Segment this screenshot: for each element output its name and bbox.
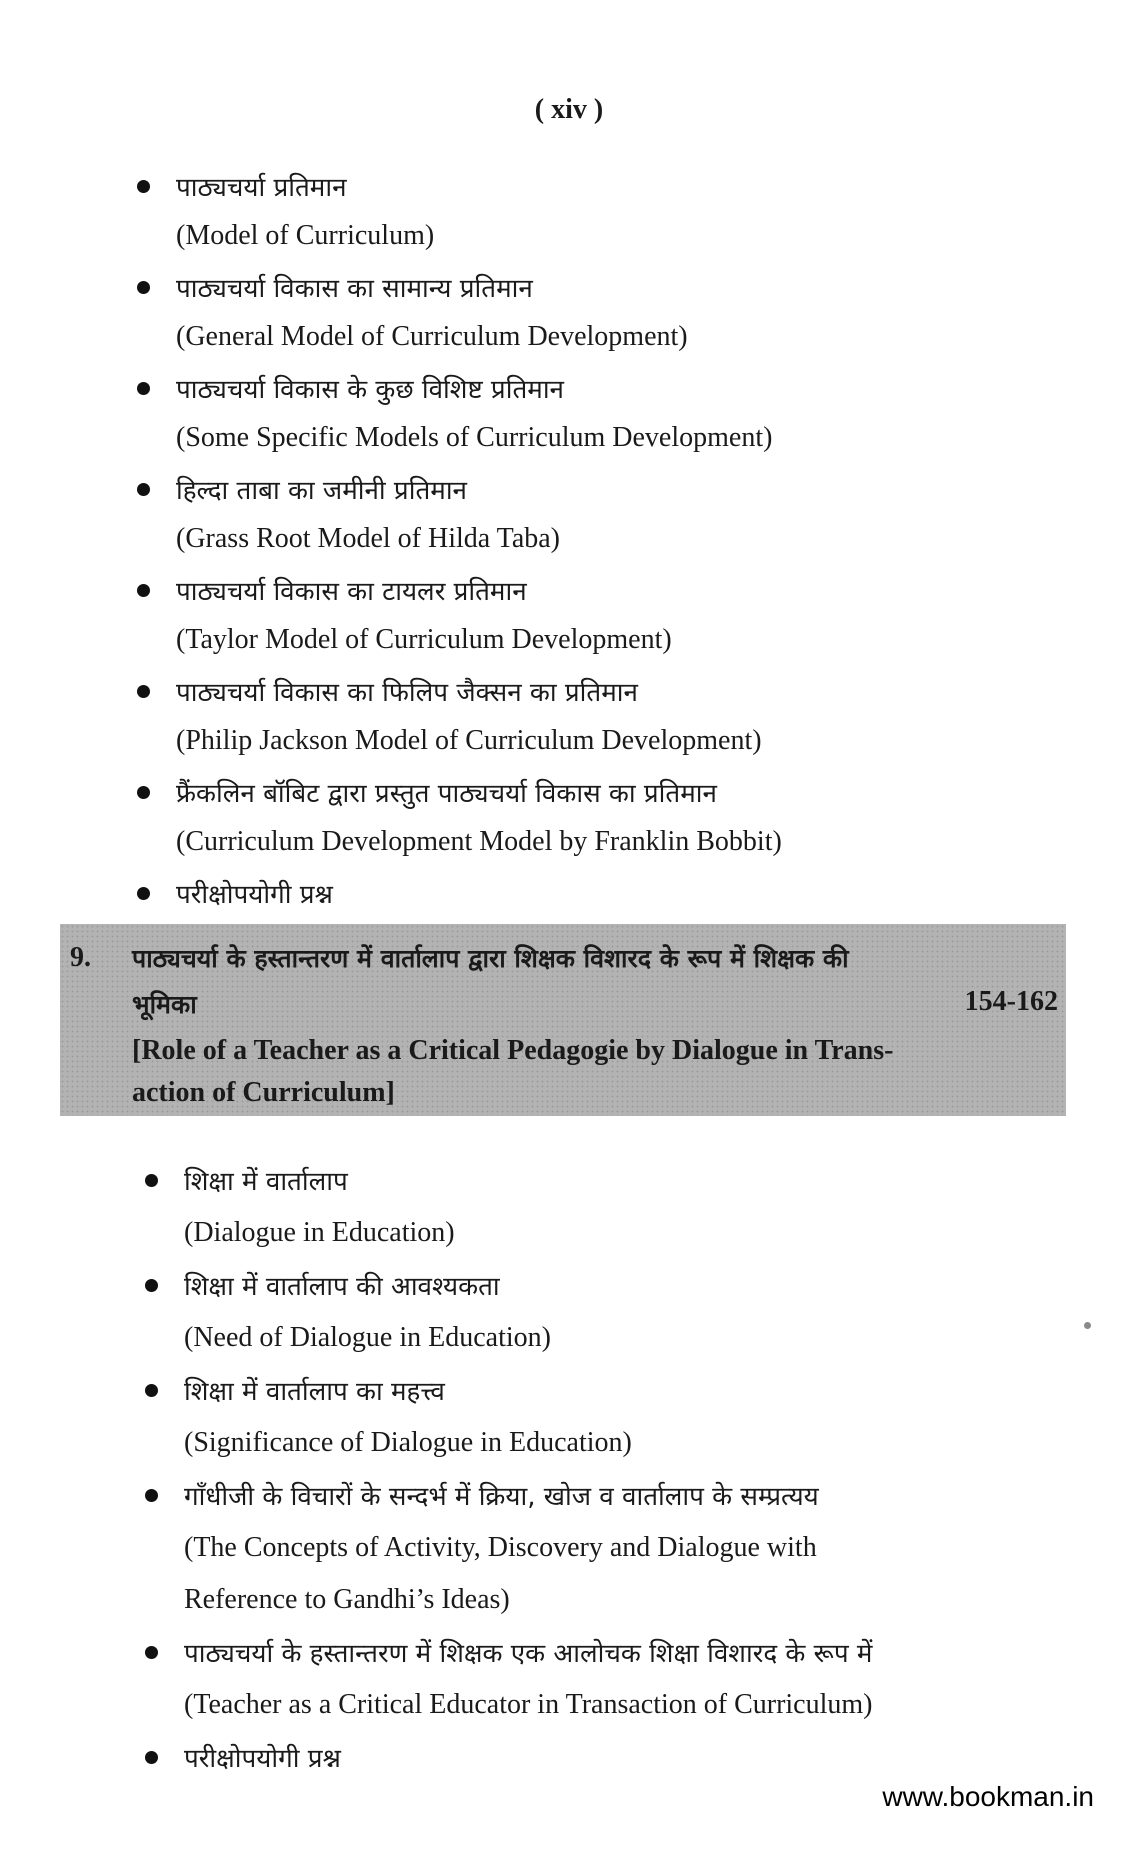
item-hindi-title: पाठ्यचर्या विकास के कुछ विशिष्ट प्रतिमान	[176, 375, 564, 405]
bullet-icon	[145, 1384, 158, 1397]
item-hindi-title: शिक्षा में वार्तालाप की आवश्यकता	[184, 1272, 500, 1302]
chapter-title-english: [Role of a Teacher as a Critical Pedagogie by Dialogue in Trans-action of Curriculum]	[132, 1035, 894, 1108]
item-english-title: (Need of Dialogue in Education)	[184, 1322, 551, 1353]
item-english-title: (Significance of Dialogue in Education)	[184, 1427, 632, 1458]
bullet-icon	[137, 887, 150, 900]
list-item	[176, 873, 1138, 923]
list-item	[176, 267, 1138, 368]
bullet-icon	[137, 382, 150, 395]
list-item	[176, 772, 1138, 873]
chapter-number: 9.	[70, 942, 91, 973]
item-hindi-title: पाठ्यचर्या प्रतिमान	[176, 173, 347, 203]
item-english-title: (Some Specific Models of Curriculum Development)	[176, 422, 773, 453]
list-item	[184, 1475, 1138, 1632]
contents-list-section-a	[0, 166, 1138, 923]
item-english-title: (Model of Curriculum)	[176, 220, 435, 251]
item-english-title: (Dialogue in Education)	[184, 1217, 455, 1248]
bullet-icon	[145, 1489, 158, 1502]
item-english-title: (Philip Jackson Model of Curriculum Development)	[176, 725, 762, 756]
bullet-icon	[137, 483, 150, 496]
item-english-title: (General Model of Curriculum Development)	[176, 321, 688, 352]
list-item	[176, 570, 1138, 671]
item-hindi-title: शिक्षा में वार्तालाप का महत्त्व	[184, 1377, 445, 1407]
item-english-title: (Teacher as a Critical Educator in Transaction of Curriculum)	[184, 1689, 873, 1720]
item-english-title: (Curriculum Development Model by Franklin Bobbit)	[176, 826, 782, 857]
bullet-icon	[137, 685, 150, 698]
chapter-heading-box	[60, 924, 1066, 1116]
bullet-icon	[145, 1279, 158, 1292]
item-english-title-continued: Reference to Gandhi’s Ideas)	[184, 1584, 510, 1615]
bullet-icon	[145, 1751, 158, 1764]
bullet-icon	[137, 180, 150, 193]
scan-speck	[1084, 1322, 1091, 1329]
item-hindi-title: शिक्षा में वार्तालाप	[184, 1167, 348, 1197]
bullet-icon	[137, 584, 150, 597]
bullet-icon	[137, 281, 150, 294]
item-hindi-title: पाठ्यचर्या विकास का टायलर प्रतिमान	[176, 577, 527, 607]
list-item	[176, 671, 1138, 772]
bullet-icon	[145, 1646, 158, 1659]
list-item	[176, 166, 1138, 267]
list-item	[176, 469, 1138, 570]
bullet-icon	[137, 786, 150, 799]
item-english-title: (The Concepts of Activity, Discovery and Dialogue with	[184, 1532, 817, 1563]
bullet-icon	[145, 1174, 158, 1187]
item-hindi-title: फ्रैंकलिन बॉबिट द्वारा प्रस्तुत पाठ्यचर्या विकास का प्रतिमान	[176, 779, 717, 809]
list-item	[184, 1160, 1138, 1265]
chapter-title-hindi: पाठ्यचर्या के हस्तान्तरण में वार्तालाप द्वारा शिक्षक विशारद के रूप में शिक्षक की भूमिका	[132, 944, 849, 1019]
item-hindi-title: परीक्षोपयोगी प्रश्न	[184, 1744, 341, 1774]
list-item	[176, 368, 1138, 469]
item-hindi-title: पाठ्यचर्या विकास का फिलिप जैक्सन का प्रतिमान	[176, 678, 638, 708]
contents-list-section-b	[0, 1160, 1138, 1790]
item-hindi-title: परीक्षोपयोगी प्रश्न	[176, 880, 333, 910]
list-item	[184, 1370, 1138, 1475]
chapter-page-range: 154-162	[964, 986, 1058, 1017]
watermark: www.bookman.in	[882, 1781, 1094, 1812]
item-hindi-title: गाँधीजी के विचारों के सन्दर्भ में क्रिया, खोज व वार्तालाप के सम्प्रत्यय	[184, 1482, 819, 1512]
item-hindi-title: पाठ्यचर्या के हस्तान्तरण में शिक्षक एक आलोचक शिक्षा विशारद के रूप में	[184, 1639, 873, 1669]
item-hindi-title: पाठ्यचर्या विकास का सामान्य प्रतिमान	[176, 274, 533, 304]
list-item	[184, 1632, 1138, 1737]
item-english-title: (Taylor Model of Curriculum Development)	[176, 624, 672, 655]
item-english-title: (Grass Root Model of Hilda Taba)	[176, 523, 561, 554]
list-item	[184, 1265, 1138, 1370]
item-hindi-title: हिल्दा ताबा का जमीनी प्रतिमान	[176, 476, 467, 506]
page-number: ( xiv )	[534, 94, 604, 125]
